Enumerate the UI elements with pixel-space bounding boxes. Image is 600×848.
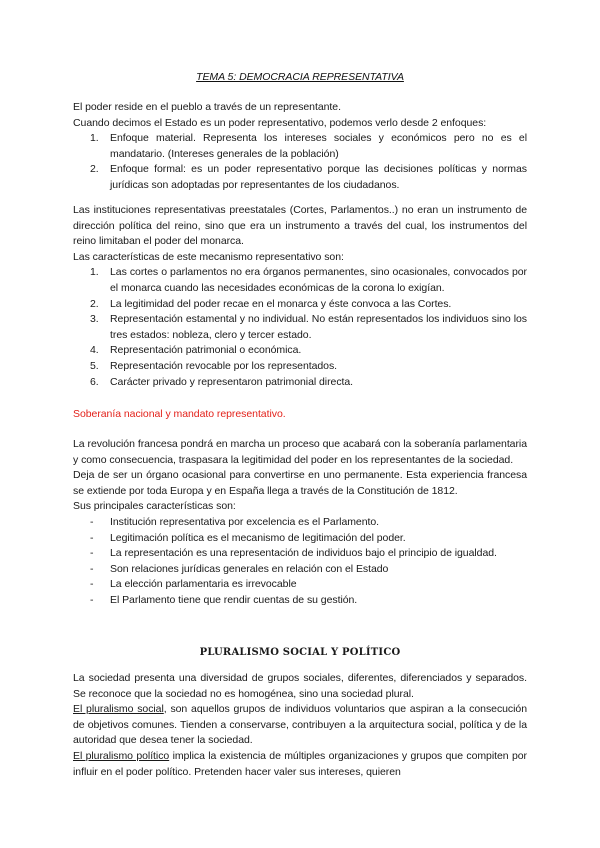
list-number: 4. [90,344,99,357]
pluralismo-politico-paragraph [73,749,527,780]
list-number: 5. [90,359,99,372]
list-item-text: La legitimidad del poder recae en el monarca y éste convoca a las Cortes. [110,297,452,310]
preestatales-paragraph: Las instituciones representativas preestatales (Cortes, Parlamentos..) no eran un instrumento de dirección política del reino, sino que era un instrumento a través del cual, los instrumentos del reino limitaban el poder del monarca. [73,204,527,248]
list-item-text: Representación patrimonial o económica. [110,344,302,357]
list-number: 1. [90,266,99,279]
soberania-lead: Sus principales características son: [73,500,236,513]
list-item-text: Las cortes o parlamentos no era órganos permanentes, sino ocasionales, convocados por el monarca cuando las necesidades económicas de la corona lo exigían. [110,266,527,294]
list-item [73,312,527,343]
list-item [73,593,527,609]
list-item-text: Representación revocable por los representados. [110,359,338,372]
list-item-text: Legitimación política es el mecanismo de legitimación del poder. [110,531,406,544]
list-item-text: Son relaciones jurídicas generales en relación con el Estado [110,562,389,575]
list-item [73,531,527,547]
list-item [73,577,527,593]
list-item [73,515,527,531]
list-number: 1. [90,132,99,145]
list-item-text: Enfoque formal: es un poder representativo porque las decisiones políticas y normas jurídicas son adoptadas por representantes de los ciudadanos. [110,163,527,191]
list-item [73,131,527,162]
pluralismo-heading: PLURALISMO SOCIAL Y POLÍTICO [199,647,401,658]
list-item [73,546,527,562]
caracteristicas-list [73,265,527,390]
list-item-text: Representación estamental y no individual. No están representados los individuos sino los tres estados: nobleza, clero y tercer estado. [110,313,527,341]
list-number: 3. [90,313,99,326]
dash-bullet: - [90,515,94,528]
dash-bullet: - [90,593,94,606]
list-number: 2. [90,297,99,310]
pluralismo-section [73,671,527,780]
intro-line-2: Cuando decimos el Estado es un poder representativo, podemos verlo desde 2 enfoques: [73,116,487,129]
list-item [73,297,527,313]
list-number: 6. [90,375,99,388]
dash-bullet: - [90,531,94,544]
list-item [73,375,527,391]
intro-line-1: El poder reside en el pueblo a través de un representante. [73,101,341,113]
pluralismo-politico-text: implica la existencia de múltiples organizaciones y grupos que compiten por influir en el poder político. Pretenden hacer valer sus intereses, quieren [73,749,527,778]
dash-bullet: - [90,578,94,591]
list-item [73,562,527,578]
page-title: TEMA 5: DEMOCRACIA REPRESENTATIVA [196,71,404,83]
preestatales-section [73,203,527,390]
intro-section [73,100,527,194]
list-item [73,343,527,359]
list-item-text: La elección parlamentaria es irrevocable [110,578,297,591]
preestatales-lead: Las características de este mecanismo representativo son: [73,250,344,263]
pluralismo-paragraph-1: La sociedad presenta una diversidad de grupos sociales, diferentes, diferenciados y separados. Se reconoce que la sociedad no es homogénea, sino una sociedad plural. [73,672,527,700]
list-item-text: Institución representativa por excelencia es el Parlamento. [110,515,380,528]
list-number: 2. [90,163,99,176]
soberania-paragraph-1: La revolución francesa pondrá en marcha un proceso que acabará con la soberanía parlamentaria y como consecuencia, traspasara la legitimidad del poder en los representantes de la sociedad. [73,438,527,466]
soberania-paragraph-2: Deja de ser un órgano ocasional para convertirse en uno permanente. Esta experiencia francesa se extiende por toda Europa y en España llega a través de la Constitución de 1812. [73,469,527,497]
list-item-text: La representación es una representación de individuos bajo el principio de igualdad. [110,547,497,560]
pluralismo-social-text: , son aquellos grupos de individuos voluntarios que aspiran a la consecución de objetivos comunes. Tienden a conservarse, contribuyen a la arquitectura social, política y de la autoridad que desea tener la sociedad. [73,703,527,747]
list-item-text: Enfoque material. Representa los intereses sociales y económicos pero no es el mandatario. (Intereses generales de la población) [110,132,527,160]
enfoques-list [73,131,527,193]
list-item [73,359,527,375]
pluralismo-social-term: El pluralismo social [73,703,164,716]
list-item [73,162,527,193]
pluralismo-politico-term: El pluralismo político [73,749,170,762]
list-item-text: Carácter privado y representaron patrimonial directa. [110,375,354,388]
list-item [73,265,527,296]
pluralismo-social-paragraph [73,702,527,749]
principales-list [73,515,527,609]
soberania-heading: Soberanía nacional y mandato representativo. [73,408,286,420]
soberania-section [73,437,527,609]
list-item-text: El Parlamento tiene que rendir cuentas de su gestión. [110,593,358,606]
dash-bullet: - [90,547,94,560]
dash-bullet: - [90,562,94,575]
